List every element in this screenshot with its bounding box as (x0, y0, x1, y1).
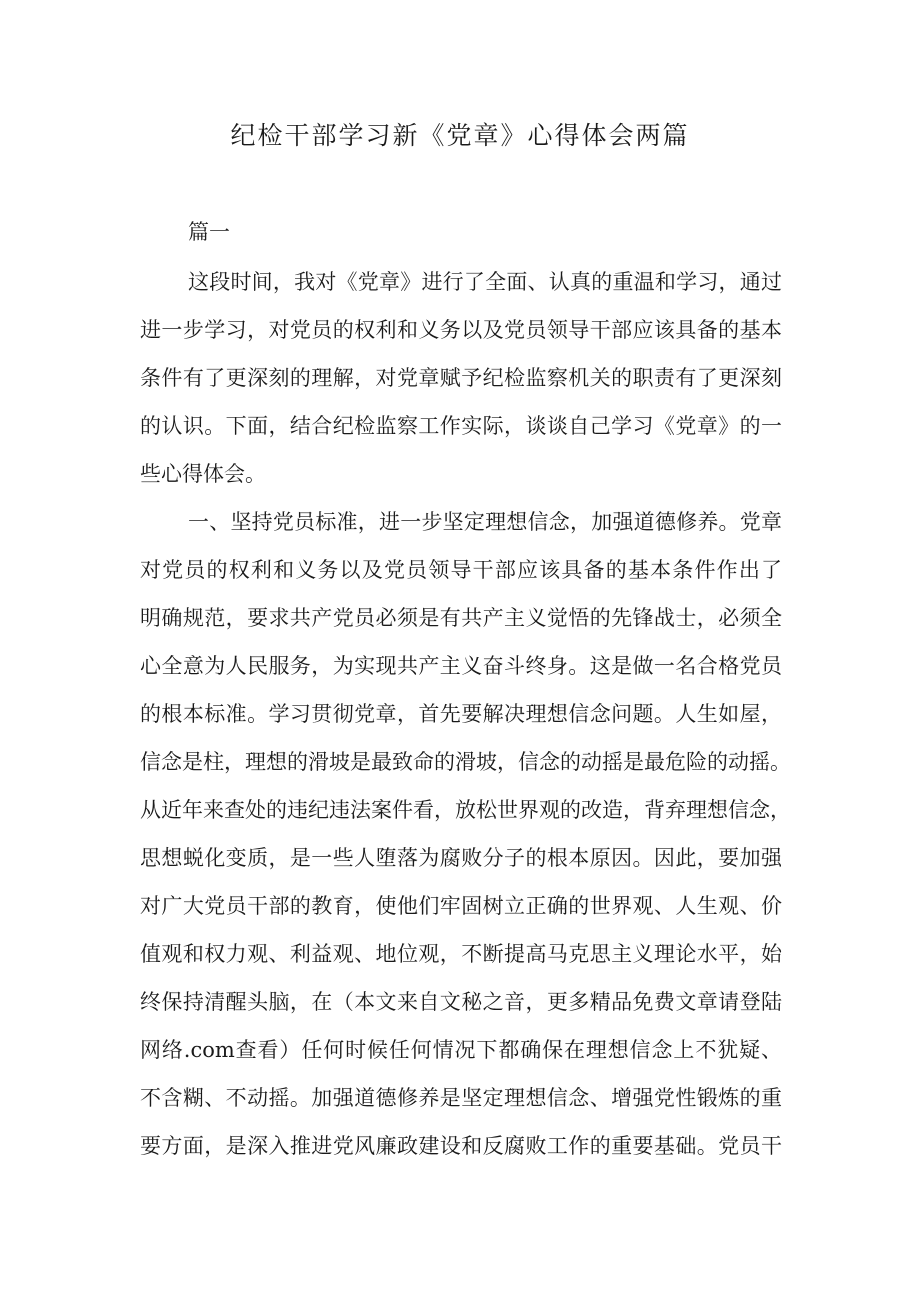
paragraph-2-line-11: 终保持清醒头脑，在（本文来自文秘之音，更多精品免费文章请登陆 (140, 990, 782, 1014)
paragraph-1-line-4: 的认识。下面，结合纪检监察工作实际，谈谈自己学习《党章》的一 (140, 414, 782, 438)
section-heading: 篇一 (188, 220, 230, 244)
paragraph-2-line-12: 网络.com查看）任何时候任何情况下都确保在理想信念上不犹疑、 (140, 1038, 782, 1062)
paragraph-2-line-8: 思想蜕化变质，是一些人堕落为腐败分子的根本原因。因此，要加强 (140, 846, 782, 870)
paragraph-1-line-3: 条件有了更深刻的理解，对党章赋予纪检监察机关的职责有了更深刻 (140, 366, 782, 390)
paragraph-2-line-4: 心全意为人民服务，为实现共产主义奋斗终身。这是做一名合格党员 (140, 654, 782, 678)
paragraph-2-line-2: 对党员的权利和义务以及党员领导干部应该具备的基本条件作出了 (140, 558, 782, 582)
paragraph-2-line-1: 一、坚持党员标准，进一步坚定理想信念，加强道德修养。党章 (188, 510, 782, 534)
document-title: 纪检干部学习新《党章》心得体会两篇 (230, 121, 690, 150)
paragraph-1-line-2: 进一步学习，对党员的权利和义务以及党员领导干部应该具备的基本 (140, 318, 782, 342)
paragraph-2-line-7: 从近年来查处的违纪违法案件看，放松世界观的改造，背弃理想信念， (140, 798, 791, 822)
paragraph-2-line-10: 值观和权力观、利益观、地位观，不断提高马克思主义理论水平，始 (140, 942, 782, 966)
paragraph-1-line-5: 些心得体会。 (140, 462, 266, 486)
paragraph-2-line-13: 不含糊、不动摇。加强道德修养是坚定理想信念、增强党性锻炼的重 (140, 1086, 782, 1110)
paragraph-2-line-6: 信念是柱，理想的滑坡是最致命的滑坡，信念的动摇是最危险的动摇。 (140, 750, 791, 774)
paragraph-2-line-14: 要方面，是深入推进党风廉政建设和反腐败工作的重要基础。党员干 (140, 1134, 782, 1158)
paragraph-2-line-3: 明确规范，要求共产党员必须是有共产主义觉悟的先锋战士，必须全 (140, 606, 782, 630)
paragraph-1-line-1: 这段时间，我对《党章》进行了全面、认真的重温和学习，通过 (188, 270, 782, 294)
paragraph-2-line-9: 对广大党员干部的教育，使他们牢固树立正确的世界观、人生观、价 (140, 894, 782, 918)
paragraph-2-line-5: 的根本标准。学习贯彻党章，首先要解决理想信念问题。人生如屋， (140, 702, 782, 726)
